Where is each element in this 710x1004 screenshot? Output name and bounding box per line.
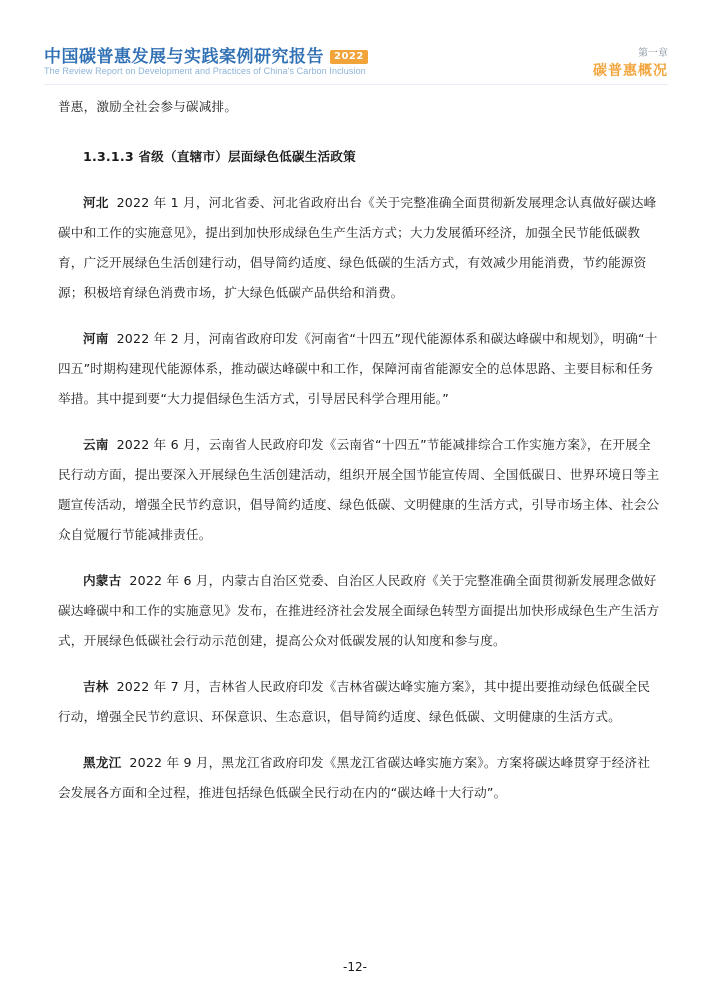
region-name: 河南: [83, 331, 109, 346]
page-number: -12-: [343, 960, 367, 974]
paragraph-text: 2022 年 6 月，内蒙古自治区党委、自治区人民政府《关于完整准确全面贯彻新发展理念做好碳达峰碳中和工作的实施意见》发布，在推进经济社会发展全面绿色转型方面提出加快形成绿色生产生活方式，开展绿色低碳社会行动示范创建，提高公众对低碳发展的认知度和参与度。: [58, 573, 660, 648]
region-name: 云南: [83, 437, 109, 452]
paragraph-text: 2022 年 9 月，黑龙江省政府印发《黑龙江省碳达峰实施方案》。方案将碳达峰贯穿于经济社会发展各方面和全过程，推进包括绿色低碳全民行动在内的“碳达峰十大行动”。: [58, 755, 651, 800]
region-name: 吉林: [83, 679, 109, 694]
policy-paragraph-jilin: [58, 672, 662, 732]
region-name: 黑龙江: [83, 755, 122, 770]
policy-paragraph-hebei: [58, 188, 662, 308]
lead-text: 普惠，激励全社会参与碳减排。: [58, 99, 238, 114]
section-heading: 1.3.1.3 省级（直辖市）层面绿色低碳生活政策: [83, 149, 356, 164]
chapter-label: 第一章: [638, 48, 668, 59]
document-body: [58, 92, 662, 824]
chapter-name: 碳普惠概况: [593, 63, 668, 79]
region-name: 河北: [83, 195, 109, 210]
header-divider: [44, 84, 668, 85]
report-title: [44, 42, 368, 67]
region-name: 内蒙古: [83, 573, 122, 588]
report-title-text: 中国碳普惠发展与实践案例研究报告: [44, 47, 324, 67]
policy-paragraph-henan: [58, 324, 662, 414]
paragraph-text: 2022 年 2 月，河南省政府印发《河南省“十四五”现代能源体系和碳达峰碳中和规划》，明确“十四五”时期构建现代能源体系，推动碳达峰碳中和工作，保障河南省能源安全的总体思路、主要目标和任务举措。其中提到要“大力提倡绿色生活方式，引导居民科学合理用能。”: [58, 331, 658, 406]
page-header: [0, 0, 710, 92]
policy-paragraph-inner-mongolia: [58, 566, 662, 656]
year-badge: 2022: [330, 50, 368, 64]
paragraph-text: 2022 年 6 月，云南省人民政府印发《云南省“十四五”节能减排综合工作实施方案》，在开展全民行动方面，提出要深入开展绿色生活创建活动，组织开展全国节能宣传周、全国低碳日、世界环境日等主题宣传活动，增强全民节约意识，倡导简约适度、绿色低碳、文明健康的生活方式，引导市场主体、社会公众自觉履行节能减排责任。: [58, 437, 660, 542]
policy-paragraph-heilongjiang: [58, 748, 662, 808]
paragraph-text: 2022 年 1 月，河北省委、河北省政府出台《关于完整准确全面贯彻新发展理念认真做好碳达峰碳中和工作的实施意见》，提出到加快形成绿色生产生活方式；大力发展循环经济，加强全民节能低碳教育，广泛开展绿色生活创建行动，倡导简约适度、绿色低碳的生活方式，有效减少用能消费，节约能源资源；积极培育绿色消费市场，扩大绿色低碳产品供给和消费。: [58, 195, 657, 300]
paragraph-text: 2022 年 7 月，吉林省人民政府印发《吉林省碳达峰实施方案》，其中提出要推动绿色低碳全民行动，增强全民节约意识、环保意识、生态意识，倡导简约适度、绿色低碳、文明健康的生活方式。: [58, 679, 651, 724]
report-title-english: The Review Report on Development and Practices of China's Carbon Inclusion: [44, 66, 366, 76]
policy-paragraph-yunnan: [58, 430, 662, 550]
